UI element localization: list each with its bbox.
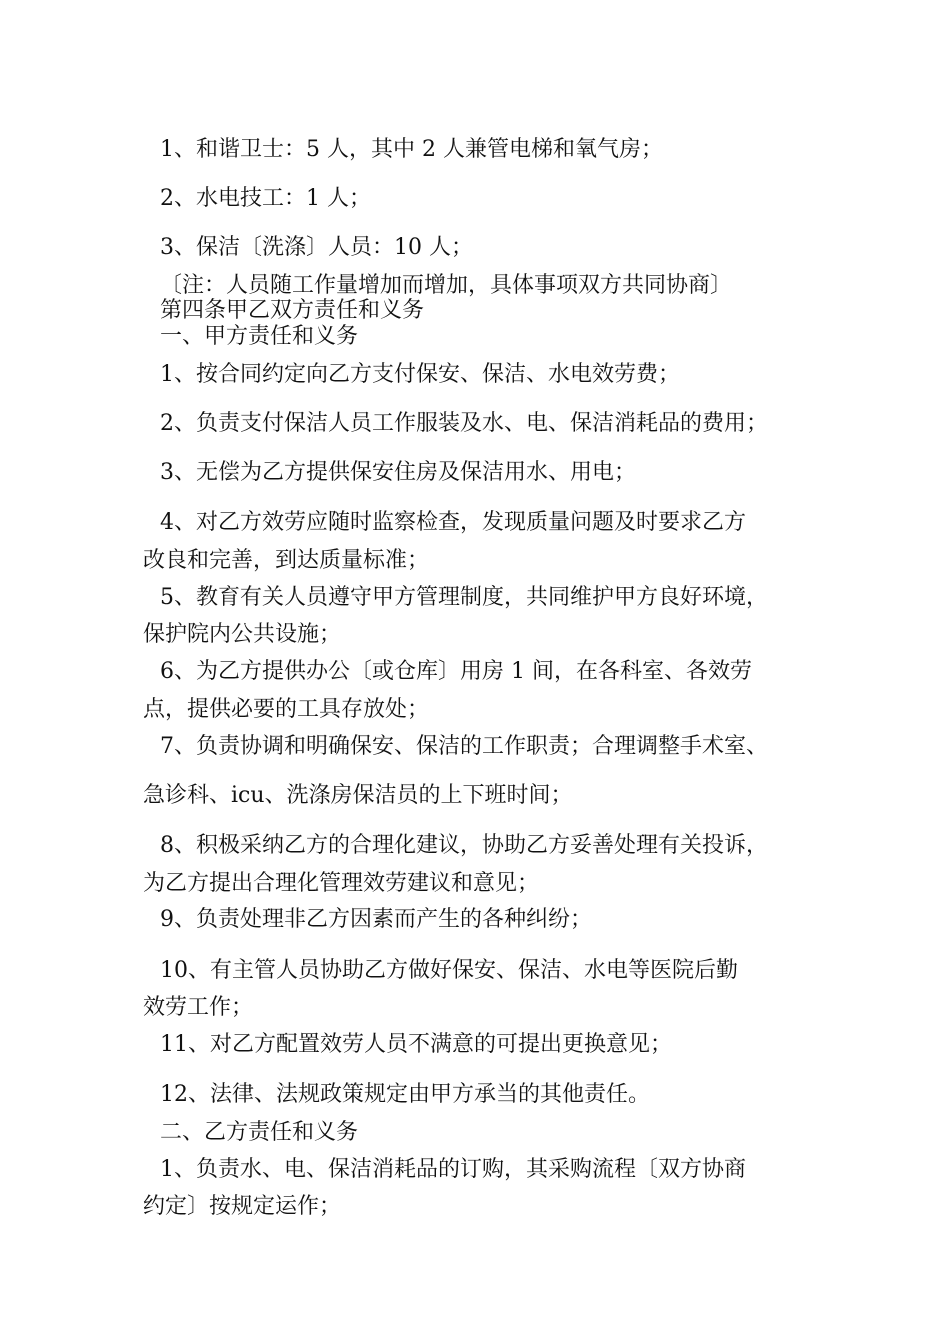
paragraph-line: 7、负责协调和明确保安、保洁的工作职责；合理调整手术室、 bbox=[160, 734, 768, 759]
paragraph-line: 12、法律、法规政策规定由甲方承当的其他责任。 bbox=[160, 1082, 650, 1107]
paragraph-line: 改良和完善，到达质量标准； bbox=[143, 548, 430, 573]
paragraph-line: 1、负责水、电、保洁消耗品的订购，其采购流程〔双方协商 bbox=[160, 1157, 746, 1182]
paragraph-line: 为乙方提出合理化管理效劳建议和意见； bbox=[143, 871, 540, 896]
subsection-heading: 一、甲方责任和义务 bbox=[160, 324, 359, 349]
paragraph-line: 2、负责支付保洁人员工作服装及水、电、保洁消耗品的费用； bbox=[160, 411, 768, 436]
paragraph-line: 急诊科、icu、洗涤房保洁员的上下班时间； bbox=[143, 783, 573, 808]
paragraph-line: 3、无偿为乙方提供保安住房及保洁用水、用电； bbox=[160, 460, 636, 485]
paragraph-line: 2、水电技工：1 人； bbox=[160, 186, 371, 211]
paragraph-line: 〔注：人员随工作量增加而增加，具体事项双方共同协商〕 bbox=[160, 273, 733, 298]
paragraph-line: 4、对乙方效劳应随时监察检查，发现质量问题及时要求乙方 bbox=[160, 510, 746, 535]
paragraph-line: 1、和谐卫士：5 人，其中 2 人兼管电梯和氧气房； bbox=[160, 137, 663, 162]
paragraph-line: 保护院内公共设施； bbox=[143, 622, 342, 647]
paragraph-line: 6、为乙方提供办公〔或仓库〕用房 1 间，在各科室、各效劳 bbox=[160, 659, 752, 684]
paragraph-line: 11、对乙方配置效劳人员不满意的可提出更换意见； bbox=[160, 1032, 672, 1057]
paragraph-line: 8、积极采纳乙方的合理化建议，协助乙方妥善处理有关投诉， bbox=[160, 833, 768, 858]
section-heading: 第四条甲乙双方责任和义务 bbox=[160, 298, 425, 323]
paragraph-line: 效劳工作； bbox=[143, 995, 254, 1020]
paragraph-line: 10、有主管人员协助乙方做好保安、保洁、水电等医院后勤 bbox=[160, 958, 738, 983]
paragraph-line: 1、按合同约定向乙方支付保安、保洁、水电效劳费； bbox=[160, 362, 680, 387]
paragraph-line: 3、保洁〔洗涤〕人员：10 人； bbox=[160, 235, 473, 260]
subsection-heading: 二、乙方责任和义务 bbox=[160, 1120, 359, 1145]
paragraph-line: 5、教育有关人员遵守甲方管理制度，共同维护甲方良好环境， bbox=[160, 585, 768, 610]
paragraph-line: 约定〕按规定运作； bbox=[143, 1194, 342, 1219]
paragraph-line: 9、负责处理非乙方因素而产生的各种纠纷； bbox=[160, 907, 592, 932]
paragraph-line: 点，提供必要的工具存放处； bbox=[143, 697, 430, 722]
